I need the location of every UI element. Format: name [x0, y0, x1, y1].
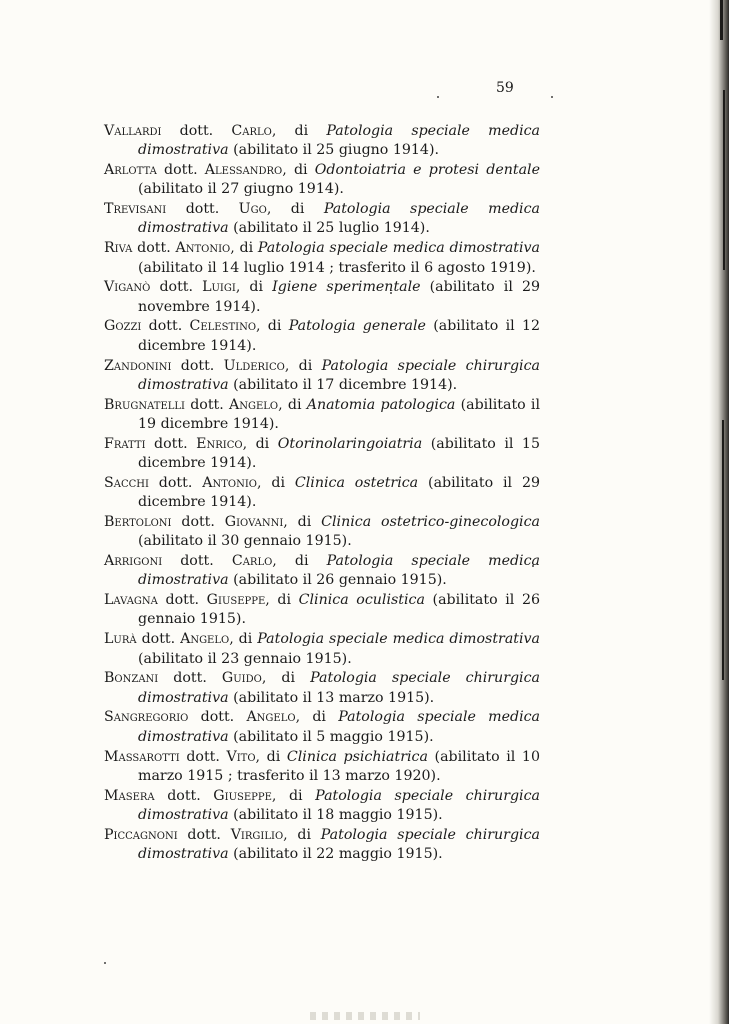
- list-entry: [104, 278, 540, 317]
- entry-surname: Bertoloni: [104, 513, 172, 530]
- entry-connector: , di: [229, 631, 258, 648]
- entry-surname: Sacchi: [104, 474, 149, 491]
- entry-title: dott.: [141, 318, 190, 335]
- entry-details: (abilitato il 29 novembre 1914).: [138, 279, 541, 315]
- edge-speck: [723, 90, 725, 270]
- entry-title: dott.: [136, 631, 181, 648]
- entry-surname: Masera: [104, 787, 155, 804]
- list-entry: [104, 122, 540, 161]
- entry-details: (abilitato il 27 giugno 1914).: [138, 181, 344, 198]
- entry-title: dott.: [162, 553, 232, 570]
- speck: [104, 962, 106, 964]
- entry-title: dott.: [171, 513, 225, 530]
- entry-surname: Fratti: [104, 435, 146, 452]
- entry-field: Anatomia patologica: [306, 396, 456, 413]
- entry-given-name: Virgilio: [230, 826, 284, 843]
- entry-given-name: Antonio: [175, 240, 231, 257]
- entry-field: Clinica oculistica: [298, 592, 425, 609]
- entry-details: (abilitato il 25 giugno 1914).: [228, 142, 439, 159]
- entry-field: Patologia speciale chirurgica dimostrativa: [138, 670, 540, 706]
- entry-title: dott.: [145, 435, 197, 452]
- edge-speck: [720, 0, 723, 40]
- entry-field: Patologia speciale chirurgica dimostrativa: [138, 357, 540, 393]
- page-edge-shadow: [709, 0, 729, 1024]
- entry-field: Clinica psichiatrica: [286, 748, 428, 765]
- entry-given-name: Ulderico: [223, 357, 285, 374]
- list-entry: [104, 669, 540, 708]
- entry-given-name: Carlo: [231, 123, 272, 139]
- entry-surname: Riva: [104, 240, 133, 257]
- print-smudge: [310, 1012, 420, 1020]
- entry-title: dott.: [166, 201, 239, 218]
- entry-given-name: Antonio: [202, 474, 257, 491]
- list-entry: [104, 787, 540, 826]
- entry-connector: , di: [271, 787, 316, 804]
- entry-given-name: Angelo: [180, 631, 230, 648]
- list-entry: [104, 435, 540, 474]
- list-entry: [104, 161, 540, 200]
- entry-connector: , di: [283, 826, 321, 843]
- entry-given-name: Giuseppe: [213, 787, 272, 804]
- entry-connector: , di: [278, 396, 307, 413]
- entry-title: dott.: [171, 357, 224, 374]
- entry-given-name: Enrico: [196, 435, 243, 452]
- entry-details: (abilitato il 25 luglio 1914).: [228, 220, 430, 237]
- entry-surname: Vallardi: [104, 123, 162, 139]
- entry-connector: , di: [235, 279, 273, 296]
- entry-details: (abilitato il 10 marzo 1915 ; trasferito il 13 marzo 1920).: [138, 748, 540, 784]
- entry-details: (abilitato il 19 dicembre 1914).: [138, 396, 540, 432]
- entry-surname: Arlotta: [104, 162, 157, 179]
- edge-speck: [722, 420, 724, 680]
- entry-title: dott.: [161, 123, 232, 139]
- entry-surname: Sangregorio: [104, 709, 189, 726]
- entry-title: dott.: [177, 826, 231, 843]
- list-entry: [104, 317, 540, 356]
- entry-details: (abilitato il 5 maggio 1915).: [228, 728, 434, 745]
- entry-given-name: Giovanni: [224, 513, 284, 530]
- list-entry: [104, 239, 540, 278]
- entry-title: dott.: [150, 279, 203, 296]
- entry-connector: , di: [230, 240, 258, 257]
- entry-connector: , di: [261, 670, 311, 687]
- page-number: 59: [496, 80, 514, 96]
- entry-details: (abilitato il 26 gennaio 1915).: [228, 572, 447, 589]
- entry-given-name: Luigi: [202, 279, 236, 296]
- entry-title: dott.: [132, 240, 176, 257]
- list-entry: [104, 357, 540, 396]
- entry-surname: Arrigoni: [104, 553, 163, 570]
- entry-details: (abilitato il 17 dicembre 1914).: [228, 376, 458, 393]
- entry-connector: , di: [266, 201, 324, 218]
- entry-connector: , di: [255, 748, 287, 765]
- entry-field: Patologia speciale medica dimostrativa: [257, 631, 540, 648]
- entry-surname: Bonzani: [104, 670, 159, 687]
- list-entry: [104, 474, 540, 513]
- entry-connector: , di: [242, 435, 278, 452]
- entry-title: dott.: [154, 787, 214, 804]
- speck: [437, 96, 439, 98]
- entry-given-name: Ugo: [238, 201, 267, 218]
- list-entry: [104, 513, 540, 552]
- entry-details: (abilitato il 29 dicembre 1914).: [138, 474, 541, 511]
- entry-given-name: Angelo: [246, 709, 296, 726]
- entry-details: (abilitato il 22 maggio 1915).: [228, 845, 443, 862]
- entry-surname: Trevisani: [104, 201, 167, 218]
- list-entry: [104, 552, 540, 591]
- list-entry: [104, 396, 540, 435]
- entry-connector: , di: [282, 162, 315, 179]
- entry-title: dott.: [158, 670, 222, 687]
- list-entry: [104, 748, 540, 787]
- list-entry: [104, 630, 540, 669]
- entry-field: Patologia speciale chirurgica dimostrativa: [138, 826, 540, 862]
- entry-field: Otorinolaringoiatria: [277, 435, 423, 452]
- entry-connector: , di: [284, 357, 322, 374]
- entry-given-name: Giuseppe: [206, 592, 266, 609]
- entry-field: Patologia speciale medica dimostrativa: [257, 240, 540, 257]
- entry-details: (abilitato il 18 maggio 1915).: [228, 806, 443, 823]
- entry-given-name: Alessandro: [204, 162, 283, 179]
- entry-title: dott.: [188, 709, 247, 726]
- entry-details: (abilitato il 30 gennaio 1915).: [138, 533, 352, 550]
- entry-surname: Viganò: [104, 279, 151, 296]
- entry-surname: Piccagnoni: [104, 826, 178, 843]
- entry-details: (abilitato il 13 marzo 1915).: [228, 689, 435, 706]
- entry-title: dott.: [148, 474, 203, 491]
- entry-given-name: Celestino: [189, 318, 257, 335]
- list-entry: [104, 826, 540, 865]
- entry-title: dott.: [156, 162, 205, 179]
- entry-connector: , di: [272, 553, 327, 570]
- entry-connector: , di: [257, 474, 295, 491]
- entry-details: (abilitato il 26 gennaio 1915).: [138, 592, 540, 628]
- entry-details: (abilitato il 23 gennaio 1915).: [138, 650, 352, 667]
- entry-surname: Gozzi: [104, 318, 142, 335]
- entry-surname: Massarotti: [104, 748, 180, 765]
- habilitation-list: [104, 122, 540, 865]
- entry-connector: , di: [271, 123, 327, 139]
- entry-field: Patologia speciale medica dimostrativa: [138, 123, 541, 159]
- entry-details: (abilitato il 14 luglio 1914 ; trasferito il 6 agosto 1919).: [138, 259, 536, 276]
- entry-field: Clinica ostetrica: [294, 474, 419, 491]
- entry-given-name: Vito: [226, 748, 256, 765]
- entry-field: Patologia speciale medica dimostrativa: [138, 553, 540, 589]
- list-entry: [104, 591, 540, 630]
- entry-field: Patologia speciale chirurgica dimostrativa: [138, 787, 540, 823]
- entry-title: dott.: [179, 748, 227, 765]
- entry-connector: , di: [283, 513, 322, 530]
- entry-surname: Brugnatelli: [104, 396, 185, 413]
- entry-field: Igiene sperimentale: [272, 279, 421, 296]
- entry-given-name: Guido: [221, 670, 262, 687]
- entry-given-name: Carlo: [231, 553, 273, 570]
- entry-connector: , di: [295, 709, 339, 726]
- entry-details: (abilitato il 12 dicembre 1914).: [138, 318, 541, 354]
- entry-details: (abilitato il 15 dicembre 1914).: [138, 435, 540, 472]
- entry-field: Odontoiatria e protesi dentale: [314, 162, 540, 179]
- entry-field: Patologia speciale medica dimostrativa: [138, 201, 540, 237]
- entry-title: dott.: [157, 592, 207, 609]
- entry-given-name: Angelo: [229, 396, 279, 413]
- entry-field: Clinica ostetrico-ginecologica: [321, 513, 540, 530]
- list-entry: [104, 200, 540, 239]
- entry-connector: , di: [256, 318, 289, 335]
- entry-surname: Lavagna: [104, 592, 158, 609]
- entry-surname: Zandonini: [104, 357, 172, 374]
- speck: [551, 96, 553, 98]
- entry-field: Patologia generale: [288, 318, 426, 335]
- entry-connector: , di: [265, 592, 299, 609]
- entry-surname: Lurà: [104, 631, 137, 648]
- entry-field: Patologia speciale medica dimostrativa: [138, 709, 541, 745]
- entry-title: dott.: [185, 396, 229, 413]
- list-entry: [104, 708, 540, 747]
